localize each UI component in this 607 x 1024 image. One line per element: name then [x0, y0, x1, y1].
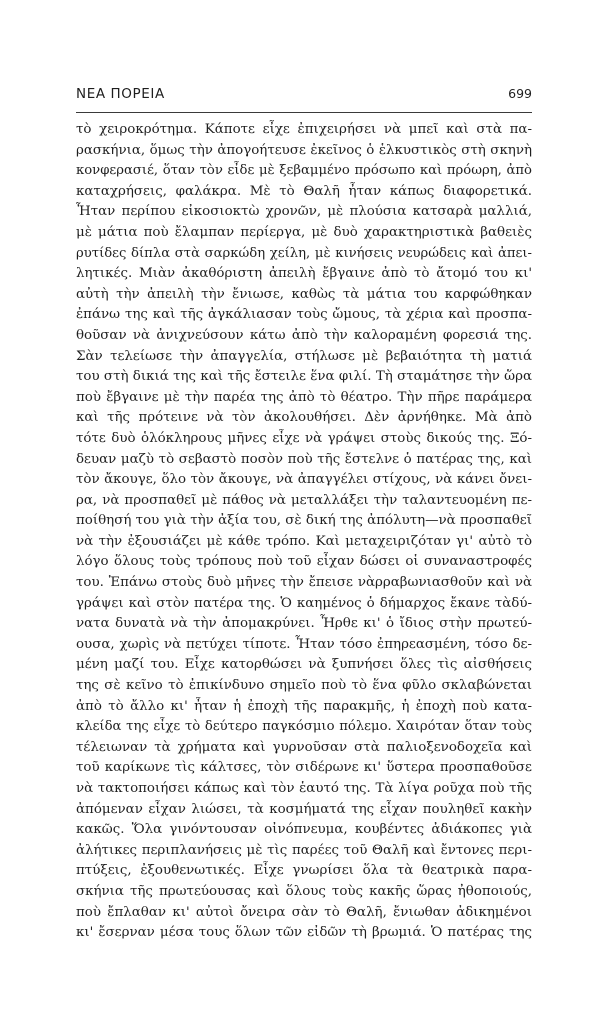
text-line: κι' ἔσερναν μέσα τους ὅλων τῶν εἰδῶν τὴ βρωμιά. Ὁ πατέρας της	[76, 925, 532, 941]
text-line: ποὺ ἔβγαινε μὲ τὴν παρέα της ἀπὸ τὸ θέατρο. Τὴν πῆρε παράμερα	[76, 389, 532, 405]
running-title: ΝΕΑ ΠΟΡΕΙΑ	[76, 86, 165, 102]
text-line: ρασκήνια, ὅμως τὴν ἀπογοήτευσε ἐκεῖνος ὁ ἑλκυστικὸς στὴ σκηνὴ	[76, 142, 532, 158]
text-line: νὰ τακτοποιήσει κάπως καὶ τὸν ἑαυτό της. Τὰ λίγα ροῦχα ποὺ τῆς	[76, 781, 532, 796]
text-line: τέλειωναν τὰ χρήματα καὶ γυρνοῦσαν στὰ παλιοξενοδοχεῖα καὶ	[76, 739, 532, 755]
text-line: ἀλήτικες περιπλανήσεις μὲ τὶς παρέες τοῦ Θαλῆ καὶ ἔντονες περι-	[76, 842, 532, 858]
text-line: ἀπόμεναν εἶχαν λιώσει, τὰ κοσμήματά της εἶχαν πουληθεῖ κακὴν	[76, 801, 532, 817]
text-line: τότε δυὸ ὁλόκληρους μῆνες εἶχε νὰ γράψει στοὺς δικούς της. Ξό-	[76, 430, 532, 446]
text-line: κακῶς. Ὅλα γινόντουσαν οἰνόπνευμα, κουβέντες ἀδιάκοπες γιὰ	[76, 822, 532, 838]
text-line: κονφερασιέ, ὅταν τὸν εἶδε μὲ ξεβαμμένο πρόσωπο καὶ πρόωρη, ἀπὸ	[76, 163, 532, 179]
page-number: 699	[508, 86, 532, 101]
text-line: Σὰν τελείωσε τὴν ἀπαγγελία, στήλωσε μὲ βεβαιότητα τὴ ματιά	[76, 348, 532, 364]
text-line: τοῦ καρίκωνε τὶς κάλτσες, τὸν σιδέρωνε κι' ὕστερα προσπαθοῦσε	[76, 760, 532, 776]
text-line: λητικές. Μιὰν ἀκαθόριστη ἀπειλὴ ἔβγαινε ἀπὸ τὸ ἄτομό του κι'	[76, 266, 532, 282]
text-line: του στὴ δικιά της καὶ τῆς ἔστειλε ἕνα φιλί. Τὴ σταμάτησε τὴν ὥρα	[76, 369, 532, 385]
text-line: ἐπάνω της καὶ τῆς ἀγκάλιασαν τοὺς ὤμους, τὰ χέρια καὶ προσπα-	[76, 307, 532, 323]
text-line: νατα δυνατὰ νὰ τὴν ἀπομακρύνει. Ἦρθε κι' ὁ ἴδιος στὴν πρωτεύ-	[76, 616, 532, 632]
text-line: τὸ χειροκρότημα. Κάποτε εἶχε ἐπιχειρήσει νὰ μπεῖ καὶ στὰ πα-	[76, 122, 532, 137]
text-line: μένη μαζί του. Εἶχε κατορθώσει νὰ ξυπνήσει ὅλες τὶς αἰσθήσεις	[76, 657, 532, 673]
text-line: μὲ μάτια ποὺ ἔλαμπαν περίεργα, μὲ δυὸ χαρακτηριστικὰ βαθειὲς	[76, 224, 532, 240]
text-line: πτύξεις, ἐξουθενωτικές. Εἶχε γνωρίσει ὅλα τὰ θεατρικὰ παρα-	[76, 863, 532, 879]
text-line: κλείδα της εἶχε τὸ δεύτερο παγκόσμιο πόλεμο. Χαιρόταν ὅταν τοὺς	[76, 719, 532, 735]
text-line: νὰ τὴν ἐξουσιάζει μὲ κάθε τρόπο. Καὶ μεταχειριζόταν γι' αὐτὸ τὸ	[76, 533, 532, 549]
text-line: ποὺ ἔπλαθαν κι' αὐτοὶ ὄνειρα σὰν τὸ Θαλῆ, ἔνιωθαν ἀδικημένοι	[76, 904, 532, 920]
text-line: του. Ἐπάνω στοὺς δυὸ μῆνες τὴν ἔπεισε νὰρραβωνιασθοῦν καὶ νὰ	[76, 575, 532, 591]
header-rule	[76, 112, 532, 113]
text-line: ρα, νὰ προσπαθεῖ μὲ πάθος νὰ μεταλλάξει τὴν ταλαντευομένη πε-	[76, 492, 532, 508]
text-line: γράψει καὶ στὸν πατέρα της. Ὁ καημένος ὁ δήμαρχος ἔκανε τὰδύ-	[76, 595, 532, 611]
text-line: λόγο ὅλους τοὺς τρόπους ποὺ τοῦ εἶχαν δώσει οἱ συναναστροφές	[76, 554, 532, 570]
text-line: ρυτίδες δίπλα στὰ σαρκώδη χείλη, μὲ κινήσεις νευρώδεις καὶ ἀπει-	[76, 245, 532, 261]
text-line: Ἦταν περίπου εἰκοσιοκτὼ χρονῶν, μὲ πλούσια κατσαρὰ μαλλιά,	[76, 204, 532, 220]
text-line: της σὲ κεῖνο τὸ ἐπικίνδυνο σημεῖο ποὺ τὸ ἕνα φῦλο σκλαβώνεται	[76, 678, 532, 694]
text-line: καὶ τῆς πρότεινε νὰ τὸν ἀκολουθήσει. Δὲν ἀρνήθηκε. Μὰ ἀπὸ	[76, 410, 532, 426]
text-line: ουσα, χωρὶς νὰ πετύχει τίποτε. Ἦταν τόσο ἐπηρεασμένη, τόσο δε-	[76, 636, 532, 652]
text-line: ἀπὸ τὸ ἄλλο κι' ἦταν ἡ ἐποχὴ τῆς παρακμῆς, ἡ ἐποχὴ ποὺ κατα-	[76, 698, 532, 714]
text-line: τὸν ἄκουγε, ὅλο τὸν ἄκουγε, νὰ ἀπαγγέλει στίχους, νὰ κάνει ὄνει-	[76, 472, 532, 488]
text-line: σκήνια τῆς πρωτεύουσας καὶ ὅλους τοὺς κακῆς ὥρας ἠθοποιούς,	[76, 883, 532, 899]
text-line: ποίθησή του γιὰ τὴν ἀξία του, σὲ δική της ἀπόλυτη—νὰ προσπαθεῖ	[76, 513, 532, 529]
text-line: καταχρήσεις, φαλάκρα. Μὲ τὸ Θαλῆ ἦταν κάπως διαφορετικά.	[76, 183, 532, 199]
running-header	[76, 86, 532, 106]
text-line: αὐτὴ τὴν ἀπειλὴ τὴν ἔνιωσε, καθὼς τὰ μάτια του καρφώθηκαν	[76, 286, 532, 302]
text-line: θοῦσαν νὰ ἀνιχνεύσουν κάτω ἀπὸ τὴν καλοραμένη φορεσιά της.	[76, 327, 532, 343]
body-text	[76, 120, 532, 944]
text-line: δευαν μαζὺ τὸ σεβαστὸ ποσὸν ποὺ τῆς ἔστελνε ὁ πατέρας της, καὶ	[76, 451, 532, 467]
